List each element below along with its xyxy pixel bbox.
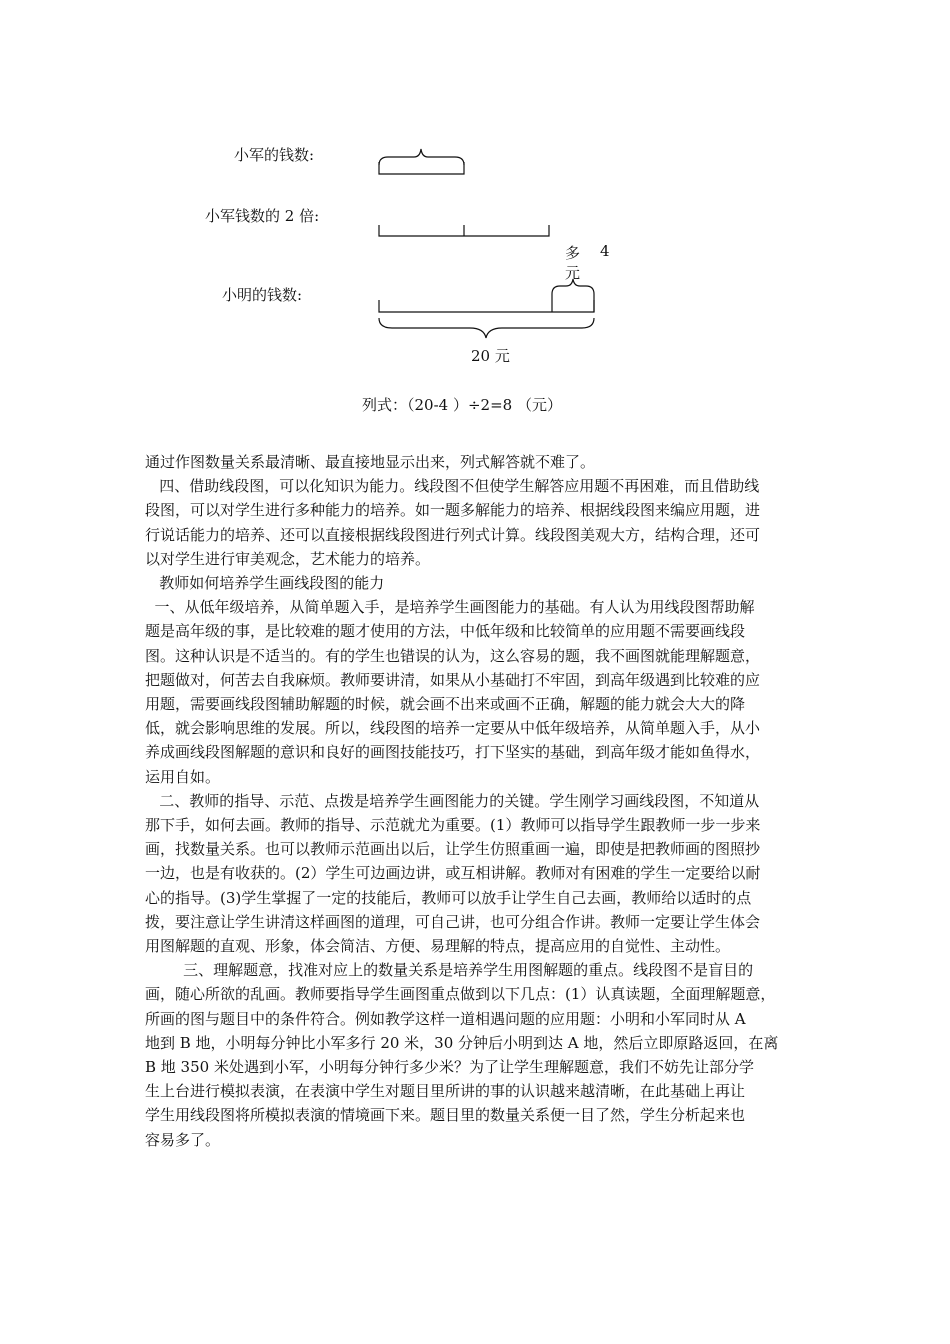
xiaojun-brace — [379, 149, 464, 165]
text-line: 低，就会影响思维的发展。所以，线段图的培养一定要从中低年级培养，从简单题入手，从小 — [145, 719, 761, 738]
xiaoming-segment — [379, 300, 594, 312]
text-line: 通过作图数量关系最清晰、最直接地显示出来，列式解答就不难了。 — [145, 453, 596, 471]
text-line: 把题做对，何苦去自我麻烦。教师要讲清，如果从小基础打不牢固，到高年级遇到比较难的应 — [145, 670, 761, 689]
more-brace — [552, 279, 594, 312]
text-line: 生上台进行模拟表演，在表演中学生对题目里所讲的事的认识越来越清晰，在此基础上再让 — [145, 1082, 746, 1101]
text-line: 二、教师的指导、示范、点拨是培养学生画图能力的关键。学生刚学习画线段图，不知道从 — [145, 791, 760, 810]
double-label: 小军钱数的 2 倍: — [205, 207, 320, 225]
line-segment-diagram — [0, 0, 950, 420]
total-brace — [379, 318, 594, 338]
text-line: 教师如何培养学生画线段图的能力 — [145, 574, 385, 592]
text-line: 学生用线段图将所模拟表演的情境画下来。题目里的数量关系便一目了然，学生分析起来也 — [145, 1106, 746, 1125]
text-line: 地到 B 地，小明每分钟比小军多行 20 米，30 分钟后小明到达 A 地，然后立即原路返回，在离 — [145, 1033, 779, 1052]
text-line: B 地 350 米处遇到小军，小明每分钟行多少米？为了让学生理解题意，我们不妨先让部分学 — [145, 1058, 754, 1076]
text-line: 一边，也是有收获的。(2）学生可边画边讲，或互相讲解。教师对有困难的学生一定要给以耐 — [145, 864, 761, 883]
text-line: 三、理解题意，找准对应上的数量关系是培养学生用图解题的重点。线段图不是盲目的 — [145, 961, 754, 980]
xiaoming-label: 小明的钱数: — [222, 286, 303, 304]
text-line: 心的指导。(3)学生掌握了一定的技能后，教师可以放手让学生自己去画，教师给以适时的点 — [145, 888, 752, 907]
text-line: 养成画线段图解题的意识和良好的画图技能技巧，打下坚实的基础，到高年级才能如鱼得水， — [145, 743, 761, 762]
segment-lines — [0, 0, 950, 420]
text-line: 题是高年级的事，是比较难的题才使用的方法，中低年级和比较简单的应用题不需要画线段 — [145, 622, 746, 641]
formula: 列式：（20-4 ）÷2=8 （元） — [362, 396, 562, 414]
text-line: 用题，需要画线段图辅助解题的时候，就会画不出来或画不正确，解题的能力就会大大的降 — [145, 695, 746, 713]
text-line: 段图，可以对学生进行多种能力的培养。如一题多解能力的培养、根据线段图来编应用题，进 — [145, 501, 761, 520]
text-line: 一、从低年级培养，从简单题入手，是培养学生画图能力的基础。有人认为用线段图帮助解 — [145, 598, 755, 617]
text-line: 那下手，如何去画。教师的指导、示范就尤为重要。(1）教师可以指导学生跟教师一步一步来 — [145, 816, 761, 834]
total-label: 20 元 — [471, 347, 510, 365]
text-line: 画，随心所欲的乱画。教师要指导学生画图重点做到以下几点：(1）认真读题，全面理解题意， — [145, 985, 776, 1004]
text-line: 用图解题的直观、形象，体会简洁、方便、易理解的特点，提高应用的自觉性、主动性。 — [145, 937, 731, 955]
text-line: 运用自如。 — [145, 767, 221, 786]
text-line: 行说话能力的培养、还可以直接根据线段图进行列式计算。线段图美观大方，结构合理，还可 — [145, 525, 761, 544]
text-line: 四、借助线段图，可以化知识为能力。线段图不但使学生解答应用题不再困难，而且借助线 — [145, 477, 760, 496]
text-line: 拨，要注意让学生讲清这样画图的道理，可自己讲，也可分组合作讲。教师一定要让学生体会 — [145, 912, 761, 931]
xiaojun-label: 小军的钱数: — [234, 146, 315, 164]
xiaojun-segment — [379, 162, 464, 174]
more-char-1: 多 — [565, 244, 581, 262]
more-char-2: 元 — [565, 264, 581, 282]
double-segment — [379, 225, 549, 236]
text-line: 图。这种认识是不适当的。有的学生也错误的认为，这么容易的题，我不画图就能理解题意， — [145, 646, 761, 665]
text-line: 容易多了。 — [145, 1130, 221, 1149]
more-amount: 4 — [600, 242, 610, 260]
text-line: 以对学生进行审美观念，艺术能力的培养。 — [145, 549, 431, 568]
text-line: 画，找数量关系。也可以教师示范画出以后，让学生仿照重画一遍，即使是把教师画的图照抄 — [145, 840, 761, 859]
text-line: 所画的图与题目中的条件符合。例如教学这样一道相遇问题的应用题：小明和小军同时从 A — [145, 1009, 746, 1028]
